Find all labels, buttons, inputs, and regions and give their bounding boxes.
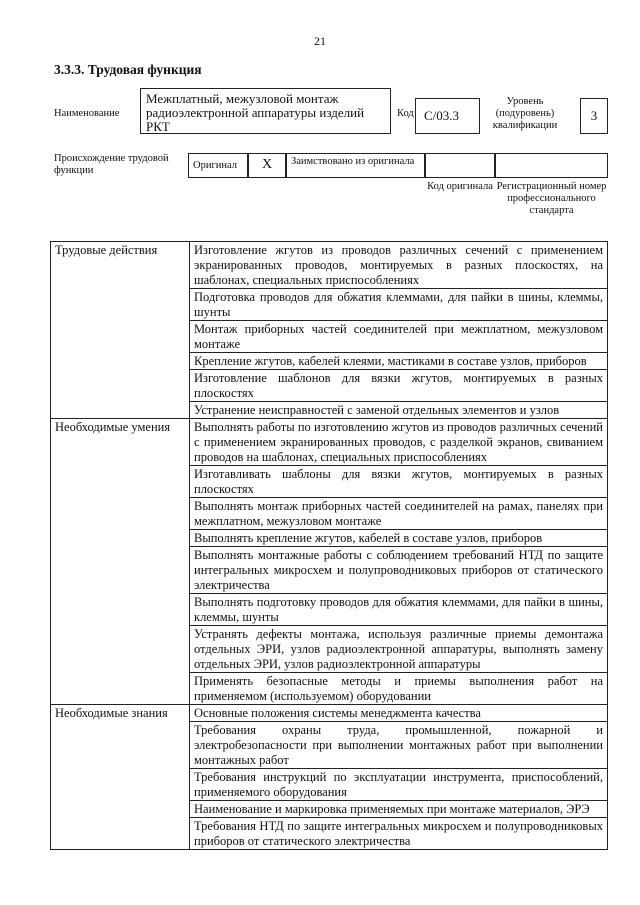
group-item: Требования охраны труда, промышленной, пожарной и электробезопасности при выполнении монтажных работ при выполнении монтажных работ bbox=[190, 722, 608, 769]
table-row bbox=[51, 419, 608, 466]
original-code-cell bbox=[425, 153, 495, 178]
table-row bbox=[51, 705, 608, 722]
function-details-table bbox=[50, 241, 608, 850]
group-item: Крепление жгутов, кабелей клеями, мастиками в составе узлов, приборов bbox=[190, 353, 608, 370]
group-item: Выполнять крепление жгутов, кабелей в составе узлов, приборов bbox=[190, 530, 608, 547]
group-item: Изготовление шаблонов для вязки жгутов, монтируемых в разных плоскостях bbox=[190, 370, 608, 402]
registration-number-cell bbox=[495, 153, 608, 178]
page-number: 21 bbox=[314, 34, 326, 48]
level-label: Уровень (подуровень) квалификации bbox=[492, 96, 558, 131]
group-item: Выполнять монтажные работы с соблюдением требований НТД по защите интегральных микросхем и полупроводниковых приборов от статического электричества bbox=[190, 547, 608, 594]
group-title: Необходимые умения bbox=[51, 419, 190, 705]
group-item: Устранение неисправностей с заменой отдельных элементов и узлов bbox=[190, 402, 608, 419]
level-field: 3 bbox=[580, 98, 608, 134]
borrowed-label-cell: Заимствовано из оригинала bbox=[286, 153, 425, 178]
group-title: Трудовые действия bbox=[51, 242, 190, 419]
original-mark-cell: Х bbox=[248, 153, 286, 178]
original-code-caption: Код оригинала bbox=[427, 181, 493, 192]
section-title: 3.3.3. Трудовая функция bbox=[54, 62, 202, 77]
group-item: Наименование и маркировка применяемых при монтаже материалов, ЭРЭ bbox=[190, 801, 608, 818]
name-label: Наименование bbox=[54, 108, 120, 119]
code-label: Код bbox=[397, 108, 414, 119]
group-item: Требования инструкций по эксплуатации инструмента, приспособлений, применяемого оборудования bbox=[190, 769, 608, 801]
table-row bbox=[51, 242, 608, 289]
origin-label: Происхождение трудовой функции bbox=[54, 153, 169, 176]
registration-number-caption: Регистрационный номер профессионального стандарта bbox=[496, 181, 607, 216]
group-item: Применять безопасные методы и приемы выполнения работ на применяемом (используемом) оборудовании bbox=[190, 673, 608, 705]
group-item: Выполнять работы по изготовлению жгутов из проводов различных сечений с применением экранированных проводов, с разделкой экранов, свиванием проводов на шаблонах, специальных приспособлениях bbox=[190, 419, 608, 466]
group-item: Выполнять монтаж приборных частей соединителей на рамах, панелях при межплатном, межузловом монтаже bbox=[190, 498, 608, 530]
group-title: Необходимые знания bbox=[51, 705, 190, 850]
original-label-cell: Оригинал bbox=[188, 153, 248, 178]
group-item: Изготовление жгутов из проводов различных сечений с применением экранированных проводов, монтируемых в разных плоскостях, на шаблонах, специальных приспособлениях bbox=[190, 242, 608, 289]
group-item: Подготовка проводов для обжатия клеммами, для пайки в шины, клеммы, шунты bbox=[190, 289, 608, 321]
group-item: Требования НТД по защите интегральных микросхем и полупроводниковых приборов от статического электричества bbox=[190, 818, 608, 850]
group-item: Изготавливать шаблоны для вязки жгутов, монтируемых в разных плоскостях bbox=[190, 466, 608, 498]
function-code-field: С/03.3 bbox=[415, 98, 480, 134]
group-item: Основные положения системы менеджмента качества bbox=[190, 705, 608, 722]
group-item: Монтаж приборных частей соединителей при межплатном, межузловом монтаже bbox=[190, 321, 608, 353]
function-name-field: Межплатный, межузловой монтаж радиоэлектронной аппаратуры изделий РКТ bbox=[140, 88, 391, 134]
group-item: Устранять дефекты монтажа, используя различные приемы демонтажа отдельных ЭРИ, узлов радиоэлектронной аппаратуры, выполнять замену отдельных ЭРИ, узлов радиоэлектронной аппаратуры bbox=[190, 626, 608, 673]
group-item: Выполнять подготовку проводов для обжатия клеммами, для пайки в шины, клеммы, шунты bbox=[190, 594, 608, 626]
